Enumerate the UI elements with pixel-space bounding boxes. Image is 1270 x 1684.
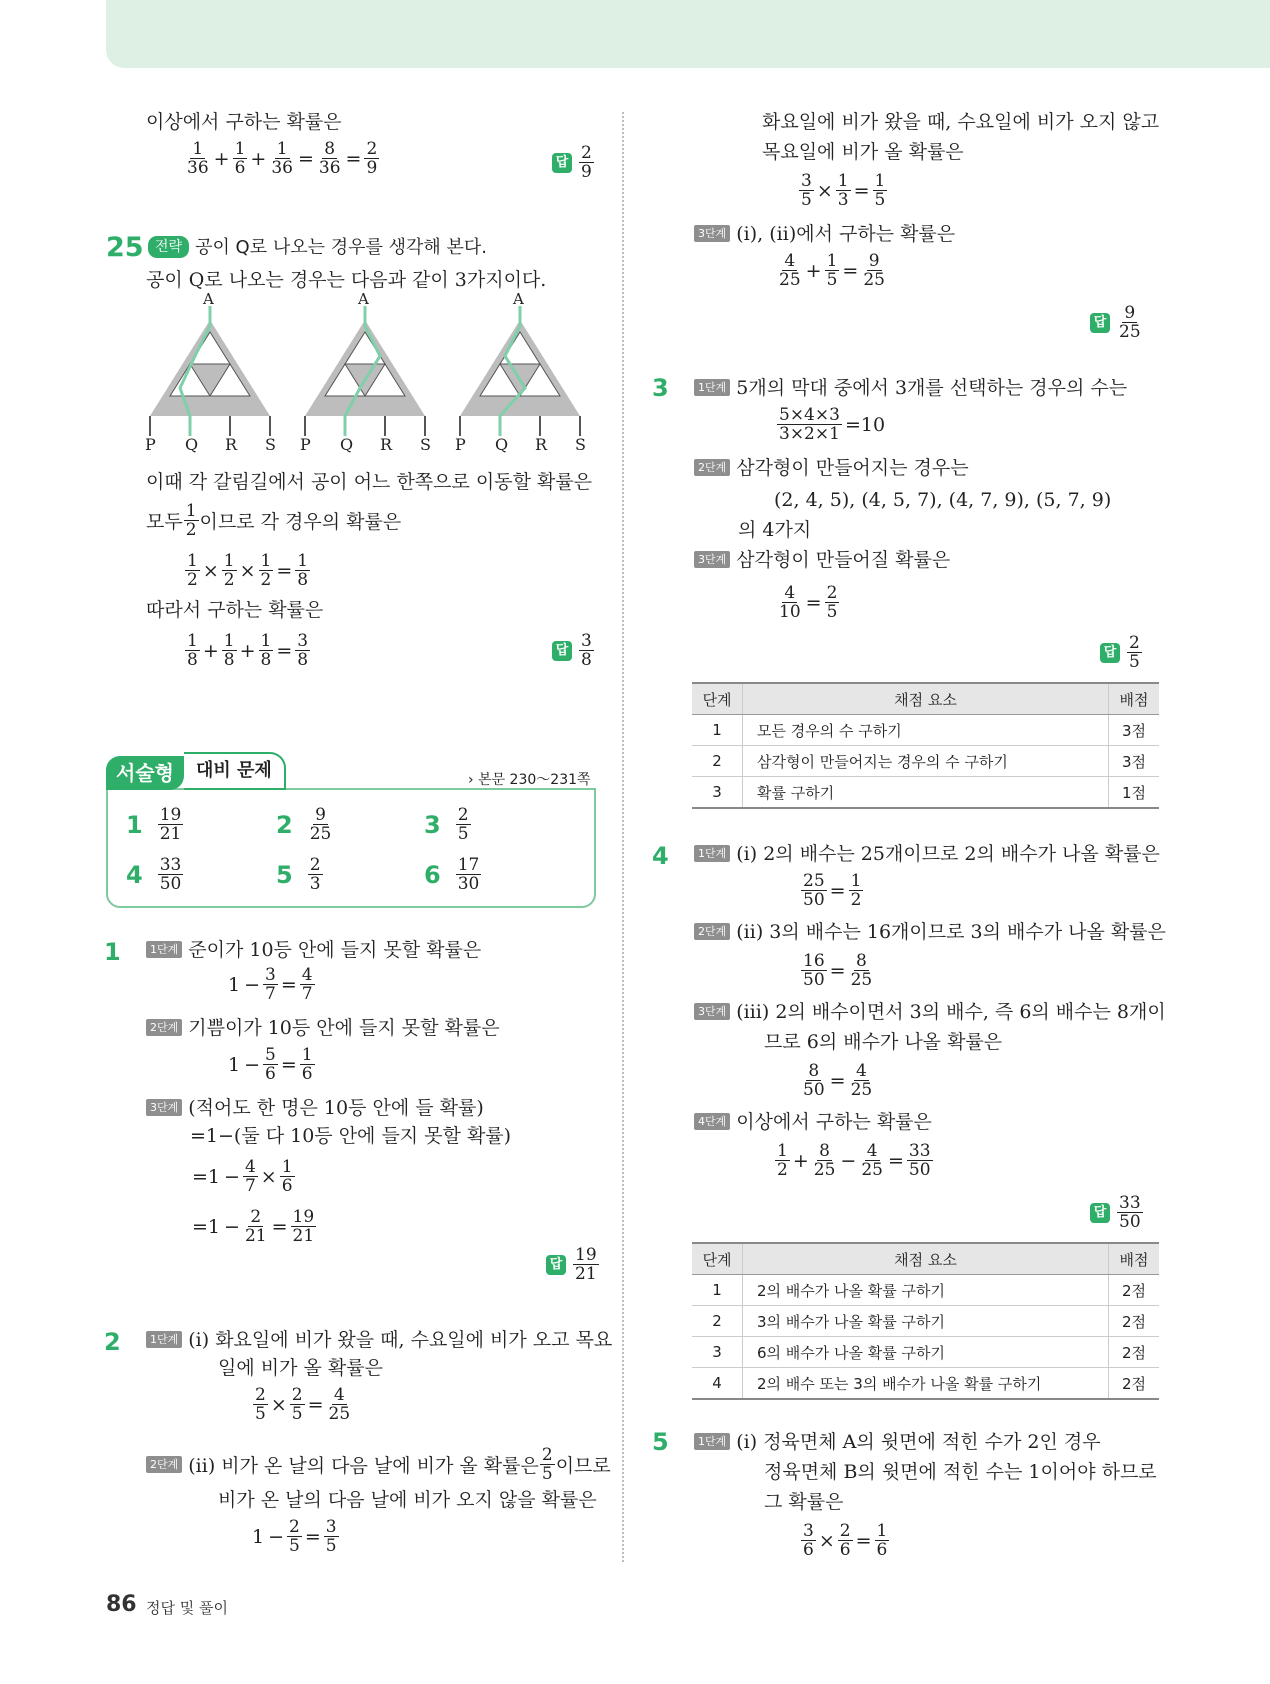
- e1-step2: 2단계 기쁨이가 10등 안에 들지 못할 확률은: [146, 1014, 500, 1042]
- essay-answer-item: [126, 856, 184, 893]
- e1-equation-1: [226, 966, 316, 1003]
- diagram-bottom-label: Q: [185, 435, 199, 454]
- fraction: $\frac{4}{10}$: [779, 583, 801, 622]
- e3-step1: 1단계 5개의 막대 중에서 3개를 선택하는 경우의 수는: [694, 374, 1127, 402]
- essay-answer-number: 6: [424, 860, 441, 889]
- math-operator: 1: [228, 1053, 241, 1076]
- table-row: [692, 715, 1159, 746]
- math-operator: ×: [818, 1529, 835, 1552]
- table-cell: 3: [692, 777, 743, 809]
- e4-step4: 4단계 이상에서 구하는 확률은: [694, 1108, 932, 1136]
- fraction: $\frac{2}{6}$: [839, 1521, 851, 1560]
- math-operator: +: [805, 259, 822, 282]
- table-row: [692, 1337, 1159, 1368]
- fraction: $\frac{1}{36}$: [187, 139, 209, 178]
- essay-answer-value: $\frac{9}{25}$: [309, 805, 332, 844]
- table-header: 배점: [1109, 683, 1160, 715]
- math-operator: −: [244, 973, 261, 996]
- answer-fraction: $\frac{33}{50}$: [1119, 1193, 1141, 1232]
- fraction: $\frac{1}{2}$: [260, 551, 272, 590]
- diagram-top-label-3: A: [513, 290, 524, 308]
- fraction: $\frac{1}{36}$: [271, 139, 293, 178]
- fraction: $\frac{8}{25}$: [813, 1141, 836, 1180]
- math-operator: =: [276, 559, 293, 582]
- diagram-bottom-label: R: [225, 435, 238, 454]
- answer-badge: 답: [1090, 313, 1110, 333]
- e3-answer: [1100, 634, 1143, 671]
- essay-answer-number: 3: [424, 810, 441, 839]
- table-cell: 2점: [1109, 1337, 1160, 1368]
- diagram-bottom-label: S: [420, 435, 431, 454]
- strategy-tag: 전략: [148, 236, 189, 258]
- q24-conclusion: 이상에서 구하는 확률은: [146, 111, 342, 133]
- e4-number: 4: [652, 842, 669, 870]
- pachinko-diagrams: [140, 296, 600, 454]
- fraction: $\frac{25}{50}$: [803, 871, 825, 910]
- table-cell: 6의 배수가 나올 확률 구하기: [743, 1337, 1109, 1368]
- fraction: $\frac{4}{7}$: [244, 1157, 256, 1196]
- e2-equation-2: [250, 1518, 340, 1555]
- fraction: $\frac{2}{9}$: [366, 139, 378, 178]
- table-cell: 2점: [1109, 1368, 1160, 1400]
- math-operator: −: [244, 1053, 261, 1076]
- e4-equation-1: [800, 872, 864, 909]
- diagram-bottom-label: Q: [495, 435, 509, 454]
- table-cell: 3의 배수가 나올 확률 구하기: [743, 1306, 1109, 1337]
- table-cell: 2점: [1109, 1275, 1160, 1306]
- math-operator: 1: [228, 973, 241, 996]
- step-badge: 3단계: [146, 1099, 182, 1116]
- math-operator: =: [307, 1393, 324, 1416]
- answer-fraction: $\frac{2}{9}$: [581, 143, 592, 182]
- e3-number: 3: [652, 374, 669, 402]
- e3-equation-2: [776, 584, 840, 621]
- essay-answer-number: 5: [276, 860, 293, 889]
- fraction: $\frac{16}{50}$: [803, 951, 825, 990]
- e4-equation-4: [774, 1142, 934, 1179]
- e5-number: 5: [652, 1428, 669, 1456]
- fraction: $\frac{3}{8}$: [297, 631, 309, 670]
- math-operator: =1: [192, 1215, 221, 1238]
- math-operator: +: [202, 639, 219, 662]
- fraction: $\frac{5\times 4\times 3}{3\times 2\times 1}$: [779, 405, 840, 444]
- table-header: 채점 요소: [743, 1243, 1109, 1275]
- e5-equation-1: [800, 1522, 890, 1559]
- table-cell: 3점: [1109, 715, 1160, 746]
- table-cell: 3: [692, 1337, 743, 1368]
- table-row: [692, 1275, 1159, 1306]
- footer-title: 정답 및 풀이: [146, 1599, 228, 1617]
- q25-line1: 공이 Q로 나오는 경우는 다음과 같이 3가지이다.: [146, 269, 547, 291]
- e2-equation-1: [252, 1386, 353, 1423]
- e2-answer: [1090, 304, 1144, 341]
- math-operator: =1: [192, 1165, 221, 1188]
- diagram-bottom-label: P: [455, 435, 466, 454]
- e5-step1-line2: 정육면체 B의 윗면에 적힌 수는 1이어야 하므로: [764, 1461, 1157, 1483]
- math-operator: ×: [239, 559, 256, 582]
- e1-equation-3: [190, 1158, 296, 1195]
- table-row: [692, 1306, 1159, 1337]
- essay-answer-value: $\frac{19}{21}$: [159, 805, 182, 844]
- fraction: $\frac{19}{21}$: [292, 1207, 315, 1246]
- e1-number: 1: [104, 938, 121, 966]
- math-operator: −: [224, 1215, 240, 1238]
- fraction: $\frac{2}{5}$: [826, 583, 838, 622]
- answer-fraction: $\frac{1}{2}$: [185, 501, 197, 540]
- fraction: $\frac{1}{2}$: [777, 1141, 788, 1180]
- math-operator: =: [887, 1149, 904, 1172]
- math-operator: =: [805, 591, 822, 614]
- e3-step2: 2단계 삼각형이 만들어지는 경우는: [694, 454, 969, 482]
- diagram-bottom-label: P: [300, 435, 311, 454]
- fraction: $\frac{8}{25}$: [850, 951, 873, 990]
- diagram-top-label-1: A: [203, 290, 214, 308]
- q25-line3: 모두 $\frac{1}{2}$ 이므로 각 경우의 확률은: [146, 501, 402, 540]
- math-operator: =: [345, 147, 362, 170]
- essay-box-header: [106, 756, 286, 790]
- table-cell: 삼각형이 만들어지는 경우의 수 구하기: [743, 746, 1109, 777]
- answer-badge: 답: [552, 153, 572, 173]
- fraction: $\frac{5}{6}$: [265, 1045, 276, 1084]
- fraction: $\frac{1}{8}$: [223, 631, 235, 670]
- fraction: $\frac{1}{3}$: [837, 171, 849, 210]
- fraction: $\frac{4}{25}$: [328, 1385, 351, 1424]
- q24-equation: [184, 140, 380, 177]
- table-cell: 2의 배수 또는 3의 배수가 나올 확률 구하기: [743, 1368, 1109, 1400]
- math-operator: =: [829, 959, 846, 982]
- e1-step3-line2: =1−(둘 다 10등 안에 들지 못할 확률): [190, 1125, 512, 1147]
- table-cell: 모든 경우의 수 구하기: [743, 715, 1109, 746]
- step-badge: 2단계: [694, 459, 730, 476]
- step-badge: 2단계: [694, 923, 730, 940]
- math-operator: =: [829, 879, 846, 902]
- fraction: $\frac{1}{8}$: [187, 631, 198, 670]
- essay-tab: 서술형: [106, 756, 184, 790]
- fraction: $\frac{1}{6}$: [281, 1157, 293, 1196]
- essay-answer-value: $\frac{2}{5}$: [457, 805, 469, 844]
- step-badge: 1단계: [694, 1433, 730, 1450]
- fraction: $\frac{2}{5}$: [255, 1385, 266, 1424]
- e2-right-line1: 화요일에 비가 왔을 때, 수요일에 비가 오지 않고: [762, 111, 1160, 133]
- e4-step3-line2: 므로 6의 배수가 나올 확률은: [764, 1031, 1003, 1053]
- table-cell: 2의 배수가 나올 확률 구하기: [743, 1275, 1109, 1306]
- math-operator: −: [840, 1149, 857, 1172]
- essay-answer-value: $\frac{17}{30}$: [457, 855, 480, 894]
- e3-cases: (2, 4, 5), (4, 5, 7), (4, 7, 9), (5, 7, 9): [774, 489, 1112, 511]
- e4-equation-2: [800, 952, 875, 989]
- e2-step3: 3단계 (ⅰ), (ⅱ)에서 구하는 확률은: [694, 220, 955, 248]
- diagram-bottom-label: R: [535, 435, 548, 454]
- math-operator: +: [250, 147, 267, 170]
- table-cell: 확률 구하기: [743, 777, 1109, 809]
- math-operator: =: [276, 639, 293, 662]
- answer-fraction: $\frac{19}{21}$: [575, 1245, 597, 1284]
- math-operator: =: [829, 1069, 846, 1092]
- fraction: $\frac{3}{5}$: [325, 1517, 337, 1556]
- math-operator: ×: [816, 179, 833, 202]
- fraction: $\frac{3}{6}$: [803, 1521, 814, 1560]
- step-badge: 1단계: [694, 379, 730, 396]
- fraction: $\frac{1}{8}$: [297, 551, 309, 590]
- step-badge: 1단계: [694, 845, 730, 862]
- math-operator: =: [304, 1525, 321, 1548]
- e1-step3: 3단계 (적어도 한 명은 10등 안에 들 확률): [146, 1094, 484, 1122]
- e4-answer: [1090, 1194, 1144, 1231]
- chevron-right-icon: ›: [468, 772, 474, 788]
- q25-line2: 이때 각 갈림길에서 공이 어느 한쪽으로 이동할 확률은: [146, 471, 593, 493]
- step-badge: 3단계: [694, 551, 730, 568]
- e2-step1-line2: 일에 비가 올 확률은: [218, 1357, 383, 1379]
- essay-answer-item: [424, 856, 482, 893]
- fraction: $\frac{3}{7}$: [265, 965, 276, 1004]
- essay-answer-number: 4: [126, 860, 143, 889]
- e4-scoring-table: [692, 1242, 1159, 1400]
- answer-fraction: $\frac{3}{8}$: [581, 631, 592, 670]
- math-operator: =: [297, 147, 314, 170]
- math-operator: ×: [270, 1393, 287, 1416]
- e2-step1: 1단계 (ⅰ) 화요일에 비가 왔을 때, 수요일에 비가 오고 목요: [146, 1326, 612, 1354]
- math-operator: ×: [202, 559, 219, 582]
- step-badge: 3단계: [694, 225, 730, 242]
- math-operator: =: [280, 1053, 297, 1076]
- table-row: [692, 777, 1159, 809]
- column-divider: [622, 112, 624, 1562]
- step-badge: 2단계: [146, 1019, 182, 1036]
- table-header: 채점 요소: [743, 683, 1109, 715]
- header-band: [106, 0, 1270, 68]
- essay-answer-number: 2: [276, 810, 293, 839]
- essay-answer-item: [126, 806, 184, 843]
- fraction: $\frac{4}{7}$: [301, 965, 313, 1004]
- table-cell: 4: [692, 1368, 743, 1400]
- e3-equation-1: [776, 406, 887, 443]
- fraction: $\frac{2}{5}$: [289, 1517, 300, 1556]
- e2-right-line2: 목요일에 비가 올 확률은: [762, 141, 964, 163]
- e1-answer: [546, 1246, 600, 1283]
- essay-answer-value: $\frac{2}{3}$: [309, 855, 321, 894]
- fraction: $\frac{8}{50}$: [803, 1061, 825, 1100]
- math-operator: −: [224, 1165, 240, 1188]
- e2-equation-3: [798, 172, 888, 209]
- table-row: [692, 746, 1159, 777]
- fraction: $\frac{9}{25}$: [863, 251, 885, 290]
- math-operator: +: [239, 639, 256, 662]
- fraction: $\frac{2}{5}$: [291, 1385, 303, 1424]
- diagram-bottom-label: S: [575, 435, 586, 454]
- step-badge: 4단계: [694, 1113, 730, 1130]
- fraction: $\frac{4}{25}$: [779, 251, 801, 290]
- fraction: $\frac{1}{2}$: [223, 551, 235, 590]
- table-row: [692, 1368, 1159, 1400]
- answer-badge: 답: [1100, 643, 1120, 663]
- e4-equation-3: [800, 1062, 875, 1099]
- essay-answer-item: [276, 856, 324, 893]
- e2-number: 2: [104, 1328, 121, 1356]
- table-cell: 1점: [1109, 777, 1160, 809]
- e4-step3: 3단계 (ⅲ) 2의 배수이면서 3의 배수, 즉 6의 배수는 8개이: [694, 998, 1166, 1026]
- fraction: $\frac{1}{6}$: [876, 1521, 888, 1560]
- math-operator: =: [853, 179, 870, 202]
- e2-step2-line2: 비가 온 날의 다음 날에 비가 오지 않을 확률은: [218, 1489, 597, 1511]
- e2-equation-4: [776, 252, 888, 289]
- fraction: $\frac{1}{6}$: [234, 139, 246, 178]
- e5-step1: 1단계 (ⅰ) 정육면체 A의 윗면에 적힌 수가 2인 경우: [694, 1428, 1101, 1456]
- math-operator: +: [213, 147, 230, 170]
- q25-equation-2: [184, 632, 311, 669]
- e2-step2: 2단계 (ⅱ) 비가 온 날의 다음 날에 비가 올 확률은 $\frac{2}{5}$ 이므로: [146, 1446, 611, 1483]
- q25-line4: 따라서 구하는 확률은: [146, 599, 324, 621]
- essay-answer-item: [424, 806, 472, 843]
- e5-step1-line3: 그 확률은: [764, 1491, 844, 1513]
- answer-badge: 답: [1090, 1203, 1110, 1223]
- q24-answer: [552, 144, 595, 181]
- fraction: $\frac{1}{6}$: [301, 1045, 313, 1084]
- fraction: $\frac{1}{5}$: [874, 171, 886, 210]
- e4-step2: 2단계 (ⅱ) 3의 배수는 16개이므로 3의 배수가 나올 확률은: [694, 918, 1166, 946]
- math-operator: 1: [252, 1525, 265, 1548]
- diagram-bottom-label: P: [145, 435, 156, 454]
- fraction: $\frac{4}{25}$: [861, 1141, 883, 1180]
- step-badge: 2단계: [146, 1456, 182, 1473]
- e4-step1: 1단계 (ⅰ) 2의 배수는 25개이므로 2의 배수가 나올 확률은: [694, 840, 1160, 868]
- e1-equation-4: [190, 1208, 317, 1245]
- e3-scoring-table: [692, 682, 1159, 809]
- fraction: $\frac{2}{21}$: [244, 1207, 267, 1246]
- q25-answer: [552, 632, 595, 669]
- diagram-bottom-label: S: [265, 435, 276, 454]
- table-cell: 1: [692, 715, 743, 746]
- q25-strategy: [148, 234, 487, 262]
- math-operator: −: [268, 1525, 285, 1548]
- fraction: $\frac{1}{2}$: [850, 871, 862, 910]
- page-reference[interactable]: › 본문 230～231쪽: [468, 772, 591, 788]
- table-cell: 1: [692, 1275, 743, 1306]
- essay-answer-value: $\frac{33}{50}$: [159, 855, 182, 894]
- page-number: 86: [106, 1592, 137, 1617]
- table-header: 배점: [1109, 1243, 1160, 1275]
- step-badge: 1단계: [146, 941, 182, 958]
- step-badge: 1단계: [146, 1331, 182, 1348]
- table-header: 단계: [692, 683, 743, 715]
- answer-fraction: $\frac{2}{5}$: [541, 1445, 553, 1484]
- diagram-bottom-label: Q: [340, 435, 354, 454]
- fraction: $\frac{1}{5}$: [826, 251, 838, 290]
- math-operator: =: [271, 1215, 288, 1238]
- diagram-top-label-2: A: [358, 290, 369, 308]
- fraction: $\frac{1}{8}$: [260, 631, 272, 670]
- math-operator: =10: [844, 413, 886, 436]
- answer-badge: 답: [552, 641, 572, 661]
- strategy-text: 공이 Q로 나오는 경우를 생각해 본다.: [195, 237, 487, 258]
- prep-tab: 대비 문제: [184, 752, 286, 790]
- math-operator: =: [280, 973, 297, 996]
- table-cell: 2: [692, 746, 743, 777]
- answer-badge: 답: [546, 1255, 566, 1275]
- q25-equation-1: [184, 552, 311, 589]
- e1-step1: 1단계 준이가 10등 안에 들지 못할 확률은: [146, 936, 481, 964]
- table-cell: 2점: [1109, 1306, 1160, 1337]
- table-cell: 3점: [1109, 746, 1160, 777]
- math-operator: =: [855, 1529, 872, 1552]
- math-operator: =: [842, 259, 859, 282]
- fraction: $\frac{33}{50}$: [908, 1141, 931, 1180]
- math-operator: +: [792, 1149, 809, 1172]
- e3-cases-count: 의 4가지: [738, 519, 812, 541]
- answer-fraction: $\frac{2}{5}$: [1129, 633, 1140, 672]
- essay-answer-number: 1: [126, 810, 143, 839]
- e3-step3: 3단계 삼각형이 만들어질 확률은: [694, 546, 950, 574]
- math-operator: ×: [260, 1165, 277, 1188]
- step-badge: 3단계: [694, 1003, 730, 1020]
- table-header: 단계: [692, 1243, 743, 1275]
- answer-fraction: $\frac{9}{25}$: [1119, 303, 1141, 342]
- fraction: $\frac{1}{2}$: [187, 551, 198, 590]
- fraction: $\frac{4}{25}$: [850, 1061, 873, 1100]
- fraction: $\frac{8}{36}$: [318, 139, 341, 178]
- e1-equation-2: [226, 1046, 316, 1083]
- fraction: $\frac{3}{5}$: [801, 171, 812, 210]
- q25-number: 25: [106, 232, 144, 263]
- essay-answer-item: [276, 806, 334, 843]
- diagram-bottom-label: R: [380, 435, 393, 454]
- table-cell: 2: [692, 1306, 743, 1337]
